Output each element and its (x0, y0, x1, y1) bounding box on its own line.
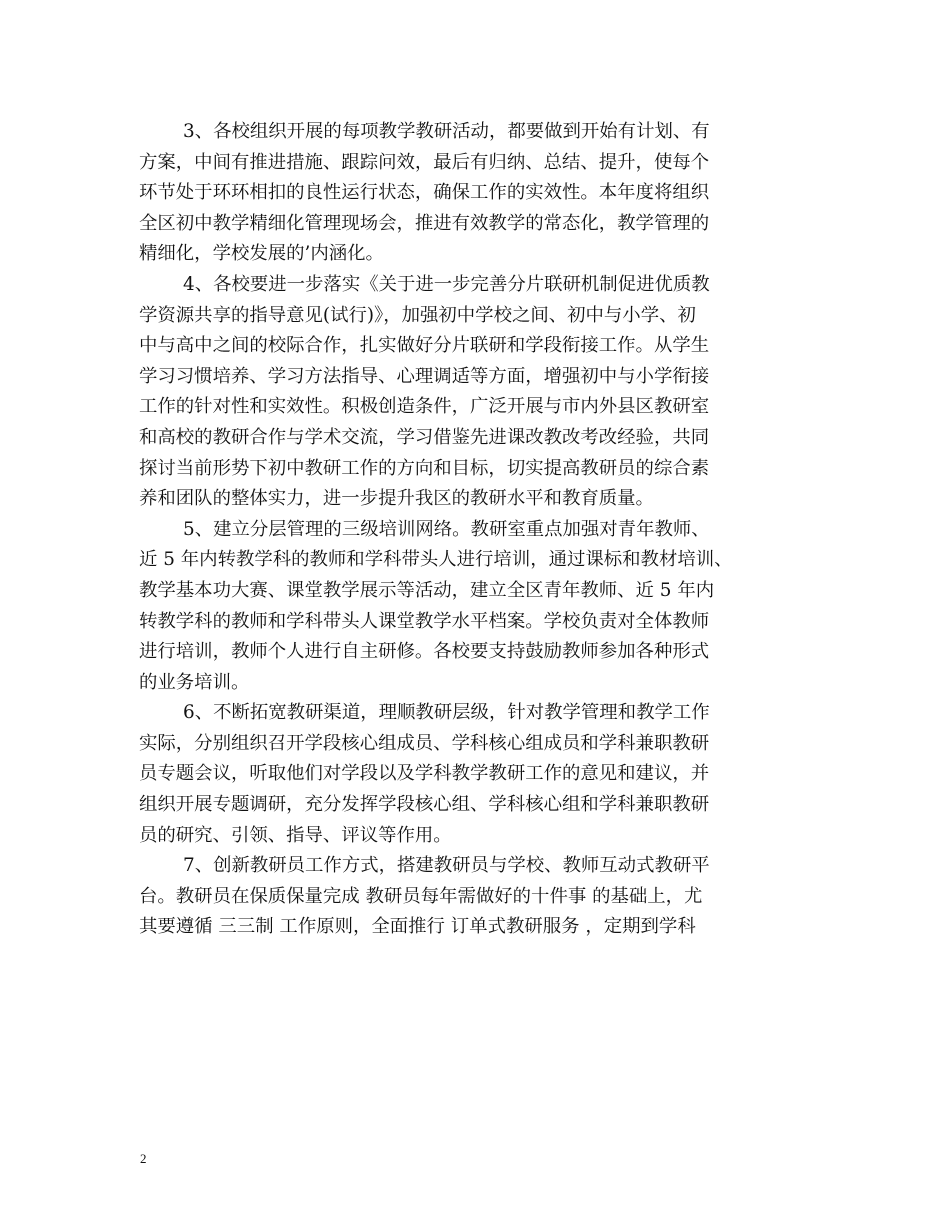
paragraph-line: 组织开展专题调研，充分发挥学段核心组、学科核心组和学科兼职教研 (139, 794, 710, 816)
paragraph-line: 精细化，学校发展的’内涵化。 (139, 243, 384, 265)
paragraph-line: 教学基本功大赛、课堂教学展示等活动，建立全区青年教师、近 5 年内 (139, 579, 715, 601)
page-number: 2 (140, 1151, 147, 1166)
paragraph-line: 转教学科的教师和学科带头人课堂教学水平档案。学校负责对全体教师 (139, 610, 710, 632)
paragraph-line: 环节处于环环相扣的良性运行状态，确保工作的实效性。本年度将组织 (139, 182, 710, 204)
paragraph-line: 员的研究、引领、指导、评议等作用。 (139, 824, 452, 846)
paragraph-line: 养和团队的整体实力，进一步提升我区的教研水平和教育质量。 (139, 488, 654, 510)
paragraph-line: 其要遵循 三三制 工作原则，全面推行 订单式教研服务 ，定期到学科 (139, 916, 696, 938)
paragraph-line: 学习习惯培养、学习方法指导、心理调适等方面，增强初中与小学衔接 (139, 365, 710, 387)
paragraph-line: 全区初中教学精细化管理现场会，推进有效教学的常态化，教学管理的 (139, 212, 710, 234)
paragraph-line: 5、建立分层管理的三级培训网络。教研室重点加强对青年教师、 (183, 518, 710, 540)
paragraph-4 (139, 270, 815, 515)
paragraph-line: 的业务培训。 (139, 671, 250, 693)
paragraph-line: 台。教研员在保质保量完成 教研员每年需做好的十件事 的基础上，尤 (139, 885, 703, 907)
paragraph-line: 实际，分别组织召开学段核心组成员、学科核心组成员和学科兼职教研 (139, 732, 710, 754)
paragraph-line: 3、各校组织开展的每项教学教研活动，都要做到开始有计划、有 (183, 121, 710, 142)
paragraph-3 (139, 117, 815, 270)
paragraph-line: 探讨当前形势下初中教研工作的方向和目标，切实提高教研员的综合素 (139, 457, 710, 479)
paragraph-line: 4、各校要进一步落实《关于进一步完善分片联研机制促进优质教 (183, 273, 710, 295)
paragraph-line: 近 5 年内转教学科的教师和学科带头人进行培训，通过课标和教材培训、 (139, 549, 733, 571)
paragraph-5 (139, 515, 815, 699)
paragraph-6 (139, 698, 815, 851)
paragraph-line: 学资源共享的指导意见(试行)》，加强初中学校之间、初中与小学、初 (139, 304, 696, 326)
paragraph-line: 6、不断拓宽教研渠道，理顺教研层级，针对教学管理和教学工作 (183, 702, 710, 724)
paragraph-line: 7、创新教研员工作方式，搭建教研员与学校、教师互动式教研平 (183, 855, 710, 877)
paragraph-line: 员专题会议，听取他们对学段以及学科教学教研工作的意见和建议，并 (139, 763, 710, 785)
paragraph-line: 中与高中之间的校际合作，扎实做好分片联研和学段衔接工作。从学生 (139, 335, 710, 357)
document-body (139, 117, 815, 943)
paragraph-line: 进行培训，教师个人进行自主研修。各校要支持鼓励教师参加各种形式 (139, 641, 710, 663)
paragraph-7 (139, 851, 815, 943)
paragraph-line: 方案，中间有推进措施、跟踪问效，最后有归纳、总结、提升，使每个 (139, 151, 710, 173)
paragraph-line: 和高校的教研合作与学术交流，学习借鉴先进课改教改考改经验，共同 (139, 426, 710, 448)
paragraph-line: 工作的针对性和实效性。积极创造条件，广泛开展与市内外县区教研室 (139, 396, 710, 418)
